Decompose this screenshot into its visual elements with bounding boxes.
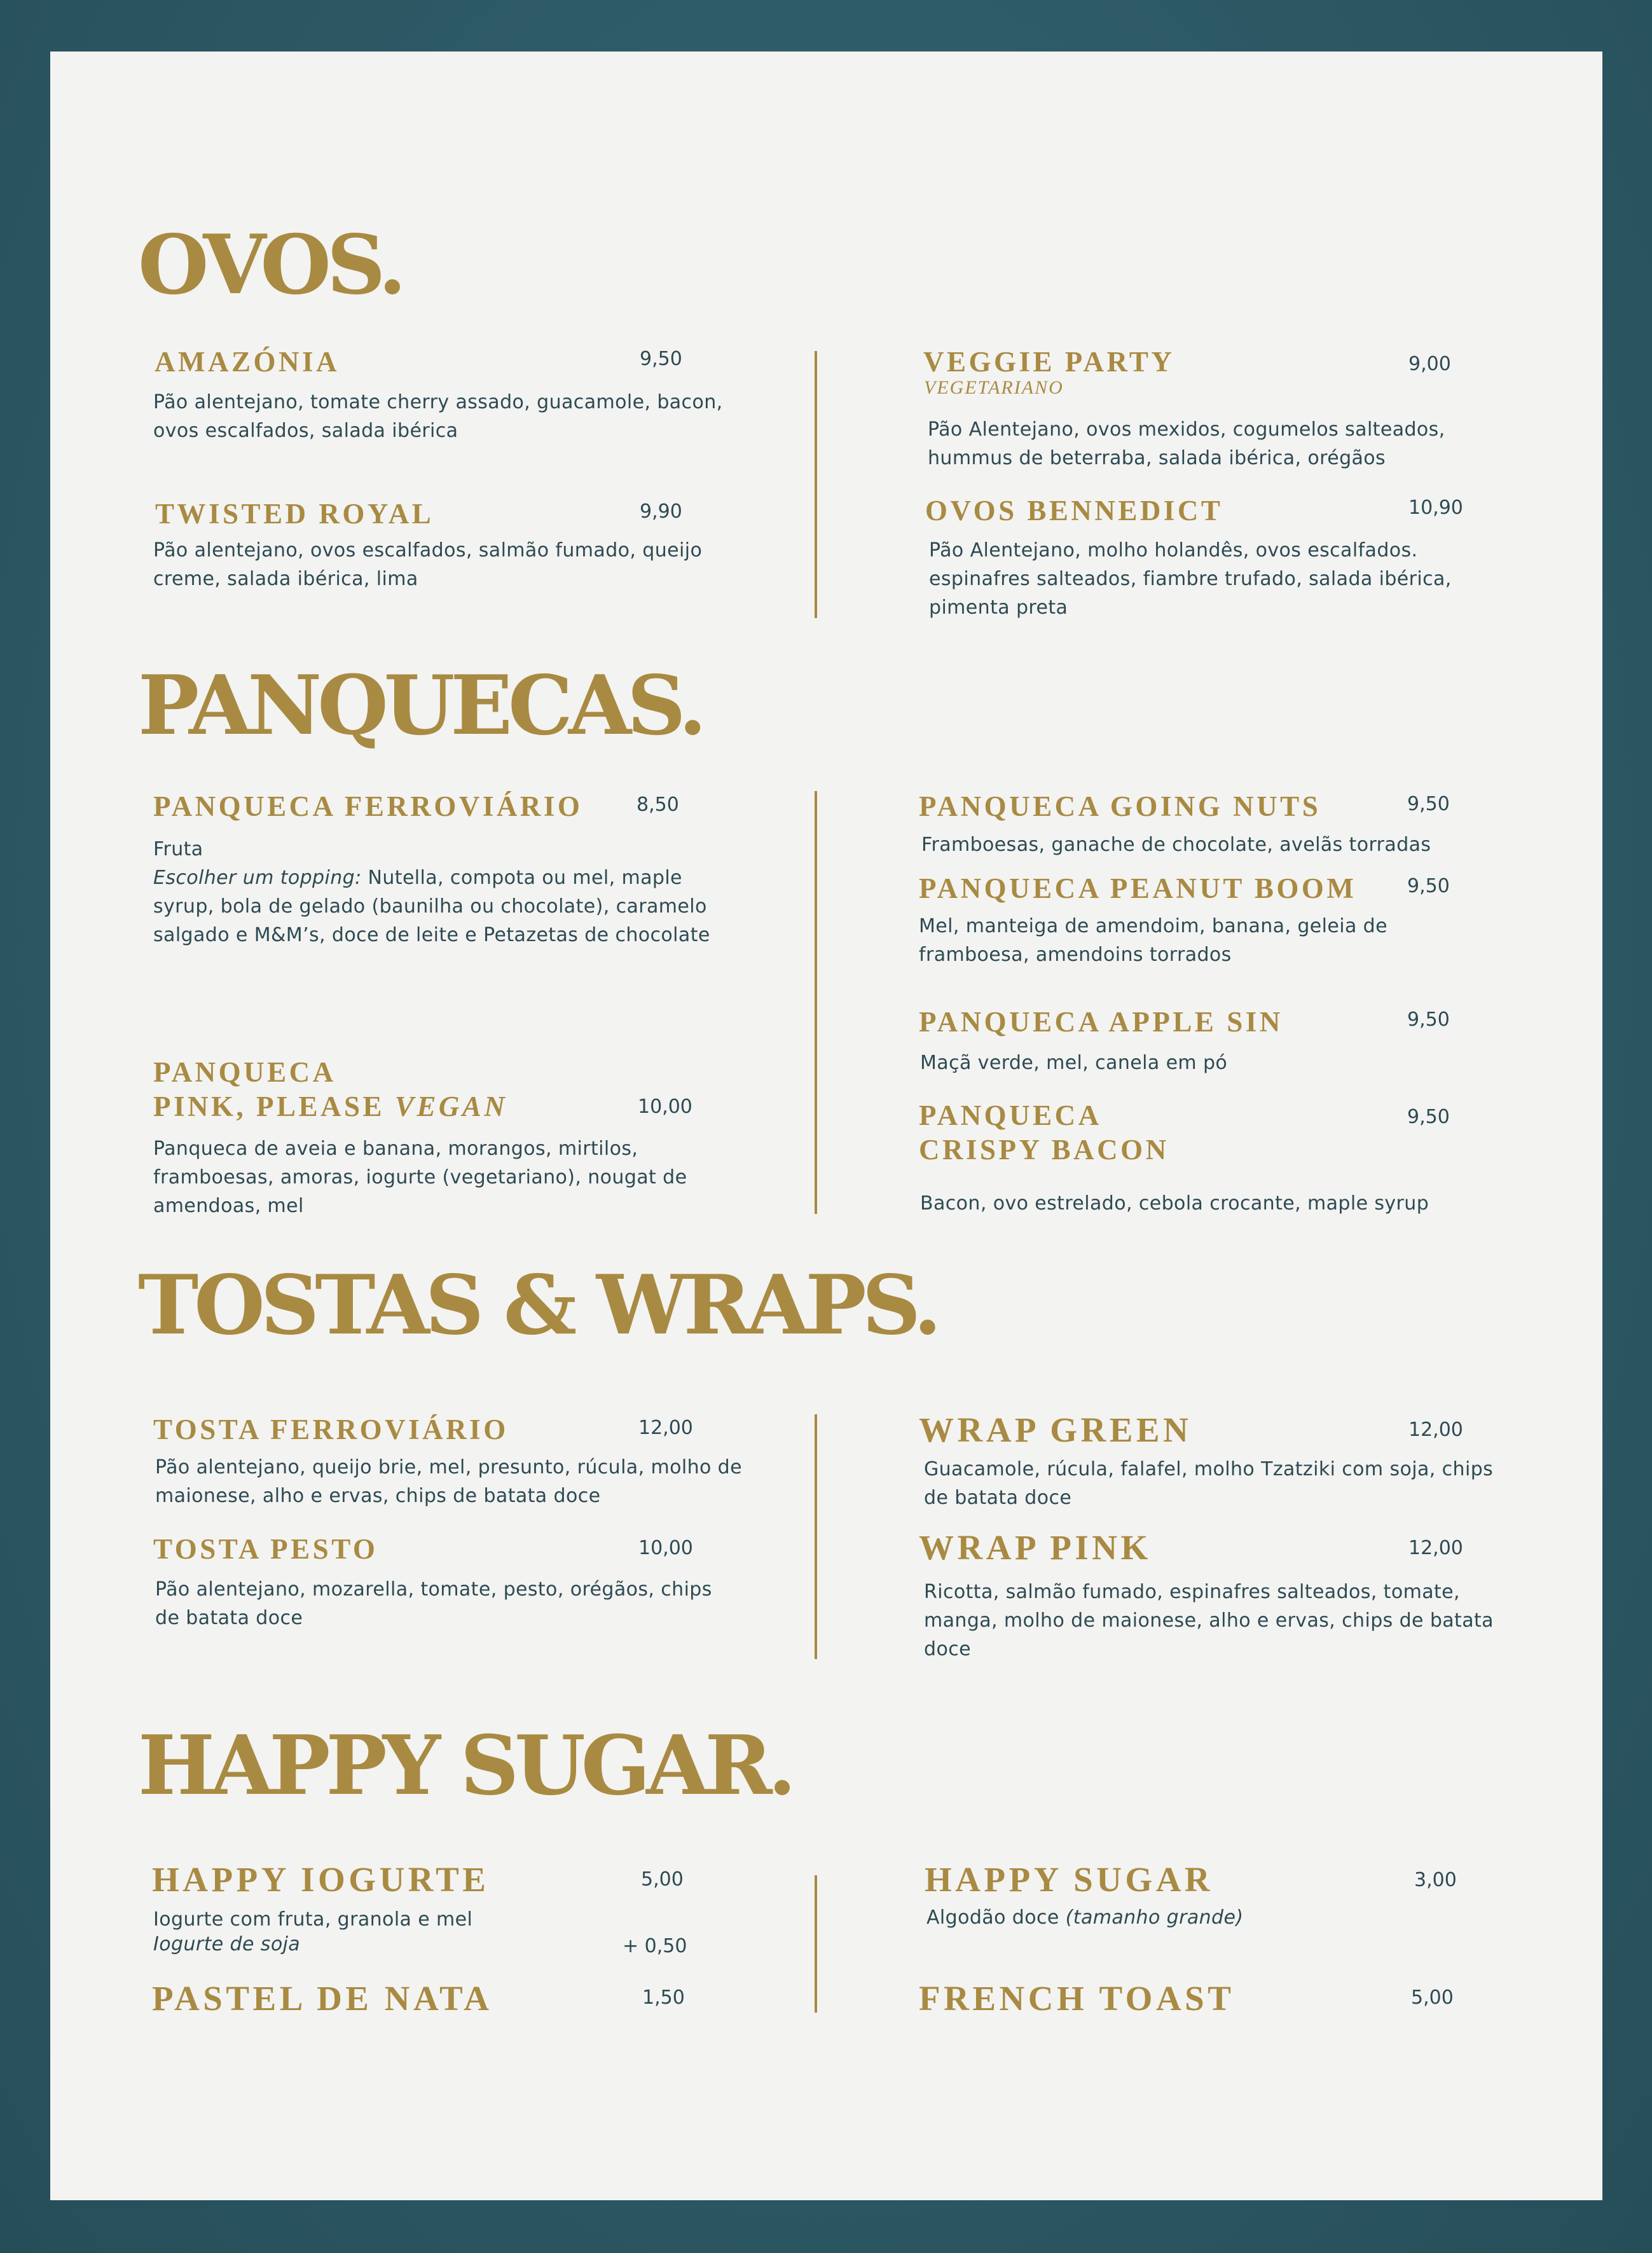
item-price-happy-sugar: 3,00 — [1414, 1869, 1457, 1891]
item-name-panqueca-pink-line1: PANQUECA — [153, 1056, 336, 1088]
section-title-happy-sugar: HAPPY SUGAR. — [138, 1718, 792, 1814]
column-divider — [815, 1414, 817, 1659]
item-price-tosta-pesto: 10,00 — [638, 1537, 693, 1559]
item-price-twisted-royal: 9,90 — [640, 500, 682, 523]
item-name-amazonia: AMAZÓNIA — [155, 346, 340, 378]
item-desc-wrap-green: Guacamole, rúcula, falafel, molho Tzatziki com soja, chips de batata doce — [924, 1458, 1494, 1509]
item-name-ovos-bennedict: OVOS BENNEDICT — [925, 495, 1223, 527]
item-name-wrap-pink: WRAP PINK — [919, 1528, 1152, 1567]
item-desc-happy-iogurte: Iogurte com fruta, granola e mel — [153, 1908, 473, 1931]
item-desc-wrap-pink: Ricotta, salmão fumado, espinafres salteados, tomate, manga, molho de maionese, alho e ervas, chips de batata doce — [924, 1581, 1494, 1660]
item-name-panqueca-pink-line2 — [153, 1089, 507, 1124]
menu-page — [50, 52, 1602, 2200]
item-price-amazonia: 9,50 — [640, 348, 682, 370]
item-desc-tosta-pesto: Pão alentejano, mozarella, tomate, pesto, orégãos, chips de batata doce — [155, 1578, 712, 1629]
item-name-peanut-boom: PANQUECA PEANUT BOOM — [919, 872, 1357, 904]
item-name-going-nuts: PANQUECA GOING NUTS — [919, 790, 1321, 822]
item-price-ovos-bennedict: 10,90 — [1408, 497, 1463, 519]
item-price-tosta-ferroviario: 12,00 — [638, 1417, 693, 1439]
column-divider — [815, 791, 817, 1214]
item-price-going-nuts: 9,50 — [1407, 793, 1450, 815]
item-desc-happy-sugar — [926, 1905, 1499, 1931]
section-title-panquecas: PANQUECAS. — [138, 658, 703, 754]
item-name-crispy-bacon-line2: CRISPY BACON — [919, 1134, 1169, 1166]
column-divider — [815, 1875, 817, 2013]
item-desc-ovos-bennedict: Pão Alentejano, molho holandês, ovos escalfados. espinafres salteados, fiambre trufado, salada ibérica, pimenta preta — [929, 539, 1452, 619]
item-name-tosta-pesto: TOSTA PESTO — [153, 1533, 378, 1565]
item-name-french-toast: FRENCH TOAST — [919, 1979, 1235, 2018]
item-desc-tosta-ferroviario: Pão alentejano, queijo brie, mel, presunto, rúcula, molho de maionese, alho e ervas, chips de batata doce — [155, 1456, 742, 1507]
column-divider — [815, 351, 817, 618]
item-tag-vegan: VEGAN — [394, 1091, 508, 1122]
item-name-pastel-de-nata: PASTEL DE NATA — [152, 1979, 493, 2018]
item-price-happy-iogurte: 5,00 — [641, 1868, 684, 1891]
item-desc-algodao: Algodão doce — [926, 1906, 1059, 1929]
item-price-panqueca-ferroviario: 8,50 — [637, 794, 679, 816]
item-desc-panqueca-pink: Panqueca de aveia e banana, morangos, mirtilos, framboesas, amoras, iogurte (vegetariano), nougat de amendoas, mel — [153, 1138, 687, 1217]
item-name-apple-sin: PANQUECA APPLE SIN — [919, 1006, 1283, 1038]
item-name-wrap-green: WRAP GREEN — [919, 1410, 1192, 1449]
section-title-tostas-wraps: TOSTAS & WRAPS. — [138, 1258, 937, 1353]
item-desc-panqueca-ferroviario — [153, 835, 726, 949]
item-desc-veggie-party: Pão Alentejano, ovos mexidos, cogumelos salteados, hummus de beterraba, salada ibérica, orégãos — [928, 418, 1445, 469]
topping-options: Nutella, compota ou mel, maple syrup, bola de gelado (baunilha ou chocolate), caramelo salgado e M&M’s, doce de leite e Petazetas de chocolate — [153, 867, 710, 946]
topping-label: Escolher um topping: — [153, 867, 362, 889]
section-title-ovos: OVOS. — [138, 217, 403, 313]
item-desc-fruta: Fruta — [153, 838, 203, 860]
item-extra-iogurte-soja: Iogurte de soja — [153, 1933, 301, 1955]
item-desc-twisted-royal: Pão alentejano, ovos escalfados, salmão fumado, queijo creme, salada ibérica, lima — [153, 539, 703, 590]
item-name-happy-iogurte: HAPPY IOGURTE — [152, 1860, 490, 1899]
item-extra-price-iogurte-soja: + 0,50 — [623, 1935, 687, 1957]
item-desc-going-nuts: Framboesas, ganache de chocolate, avelãs torradas — [921, 834, 1431, 856]
item-price-wrap-pink: 12,00 — [1408, 1537, 1463, 1559]
item-name-crispy-bacon-line1: PANQUECA — [919, 1099, 1102, 1131]
item-desc-peanut-boom: Mel, manteiga de amendoim, banana, geleia de framboesa, amendoins torrados — [919, 915, 1387, 966]
item-name-panqueca-ferroviario: PANQUECA FERROVIÁRIO — [153, 790, 583, 822]
item-name-twisted-royal: TWISTED ROYAL — [155, 498, 434, 530]
item-desc-apple-sin: Maçã verde, mel, canela em pó — [920, 1052, 1228, 1074]
item-note-tamanho: (tamanho grande) — [1065, 1906, 1244, 1929]
item-price-pastel-de-nata: 1,50 — [642, 1987, 685, 2009]
item-name-tosta-ferroviario: TOSTA FERROVIÁRIO — [153, 1414, 509, 1445]
topping-text — [153, 864, 726, 949]
item-price-crispy-bacon: 9,50 — [1407, 1106, 1450, 1128]
item-price-panqueca-pink: 10,00 — [638, 1096, 692, 1118]
item-name-panqueca-pink: PINK, PLEASE — [153, 1091, 385, 1122]
item-price-french-toast: 5,00 — [1411, 1987, 1454, 2009]
item-name-veggie-party: VEGGIE PARTY — [923, 346, 1175, 378]
item-name-happy-sugar: HAPPY SUGAR — [925, 1860, 1214, 1899]
item-price-peanut-boom: 9,50 — [1407, 875, 1450, 897]
item-price-veggie-party: 9,00 — [1408, 353, 1451, 375]
item-tag-vegetariano: VEGETARIANO — [924, 377, 1064, 398]
item-desc-amazonia: Pão alentejano, tomate cherry assado, guacamole, bacon, ovos escalfados, salada ibérica — [153, 391, 723, 442]
item-price-wrap-green: 12,00 — [1408, 1419, 1463, 1441]
item-desc-crispy-bacon: Bacon, ovo estrelado, cebola crocante, maple syrup — [920, 1192, 1429, 1215]
item-price-apple-sin: 9,50 — [1407, 1009, 1450, 1031]
